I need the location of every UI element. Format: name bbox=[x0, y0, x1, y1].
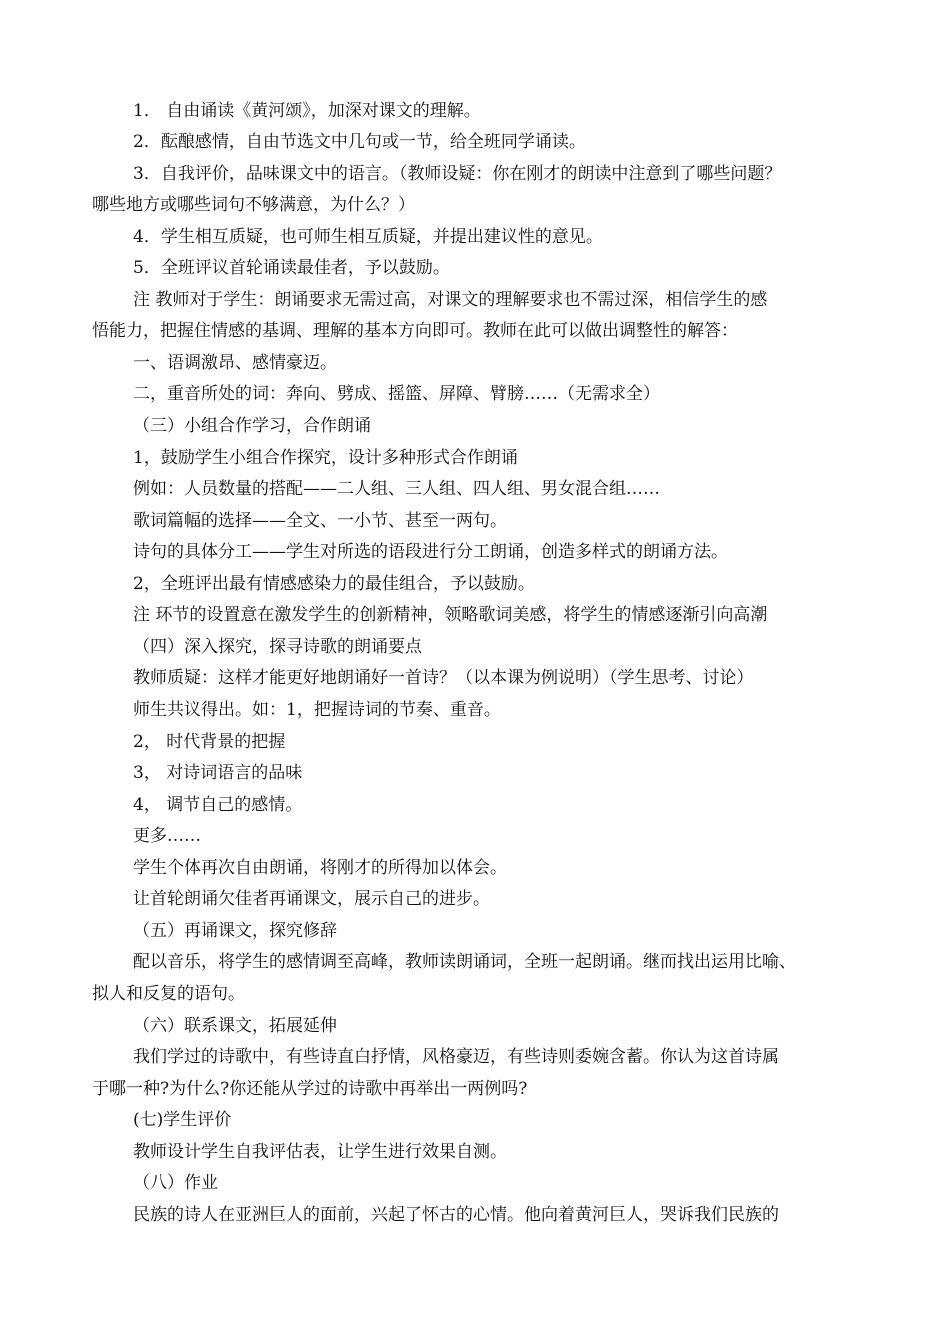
text-line: 2．酝酿感情，自由节选文中几句或一节，给全班同学诵读。 bbox=[133, 132, 586, 152]
text-line: 2， 时代背景的把握 bbox=[133, 732, 286, 752]
section-heading: （五）再诵课文，探究修辞 bbox=[133, 921, 337, 941]
text-line: 歌词篇幅的选择——全文、一小节、甚至一两句。 bbox=[133, 511, 507, 531]
text-line: 诗句的具体分工——学生对所选的语段进行分工朗诵，创造多样式的朗诵方法。 bbox=[133, 542, 728, 562]
text-line: 5．全班评议首轮诵读最佳者，予以鼓励。 bbox=[133, 258, 450, 278]
text-line: 教师设计学生自我评估表，让学生进行效果自测。 bbox=[133, 1142, 507, 1162]
text-line: 二，重音所处的词：奔向、劈成、摇篮、屏障、臂膀……（无需求全） bbox=[133, 384, 660, 404]
text-line: 悟能力，把握住情感的基调、理解的基本方向即可。教师在此可以做出调整性的解答： bbox=[92, 321, 738, 341]
text-line: 1，鼓励学生小组合作探究，设计多种形式合作朗诵 bbox=[133, 448, 518, 468]
section-heading: （八）作业 bbox=[133, 1173, 218, 1193]
text-line: 配以音乐，将学生的感情调至高峰，教师读朗诵词，全班一起朗诵。继而找出运用比喻、 bbox=[133, 952, 796, 972]
text-line: 让首轮朗诵欠佳者再诵课文，展示自己的进步。 bbox=[133, 889, 490, 909]
section-heading: (七)学生评价 bbox=[133, 1110, 232, 1130]
text-line: 例如：人员数量的搭配——二人组、三人组、四人组、男女混合组…… bbox=[133, 479, 660, 499]
text-line: 4．学生相互质疑，也可师生相互质疑，并提出建议性的意见。 bbox=[133, 227, 603, 247]
section-heading: （三）小组合作学习，合作朗诵 bbox=[133, 416, 371, 436]
section-heading: （六）联系课文，拓展延伸 bbox=[133, 1016, 337, 1036]
text-line: 拟人和反复的语句。 bbox=[92, 984, 245, 1004]
text-line: 更多…… bbox=[133, 826, 201, 846]
text-line: 民族的诗人在亚洲巨人的面前，兴起了怀古的心情。他向着黄河巨人，哭诉我们民族的 bbox=[133, 1205, 779, 1225]
note-line: 注 环节的设置意在激发学生的创新精神，领略歌词美感，将学生的情感逐渐引向高潮 bbox=[133, 605, 768, 625]
section-heading: （四）深入探究，探寻诗歌的朗诵要点 bbox=[133, 637, 422, 657]
text-line: 4， 调节自己的感情。 bbox=[133, 795, 303, 815]
text-line: 3， 对诗词语言的品味 bbox=[133, 763, 303, 783]
note-line: 注 教师对于学生：朗诵要求无需过高，对课文的理解要求也不需过深，相信学生的感 bbox=[133, 290, 768, 310]
text-line: 哪些地方或哪些词句不够满意，为什么？） bbox=[92, 195, 415, 215]
text-line: 我们学过的诗歌中，有些诗直白抒情，风格豪迈，有些诗则委婉含蓄。你认为这首诗属 bbox=[133, 1047, 779, 1067]
text-line: 学生个体再次自由朗诵，将刚才的所得加以体会。 bbox=[133, 858, 507, 878]
text-line: 2，全班评出最有情感感染力的最佳组合，予以鼓励。 bbox=[133, 574, 535, 594]
text-line: 1． 自由诵读《黄河颂》，加深对课文的理解。 bbox=[133, 101, 481, 121]
text-line: 于哪一种?为什么?你还能从学过的诗歌中再举出一两例吗? bbox=[92, 1079, 528, 1099]
text-line: 教师质疑：这样才能更好地朗诵好一首诗？（以本课为例说明）（学生思考、讨论） bbox=[133, 668, 754, 688]
text-line: 师生共议得出。如：1，把握诗词的节奏、重音。 bbox=[133, 700, 501, 720]
text-line: 3．自我评价，品味课文中的语言。（教师设疑：你在刚才的朗读中注意到了哪些问题？ bbox=[133, 164, 782, 184]
text-line: 一、语调激昂、感情豪迈。 bbox=[133, 353, 337, 373]
